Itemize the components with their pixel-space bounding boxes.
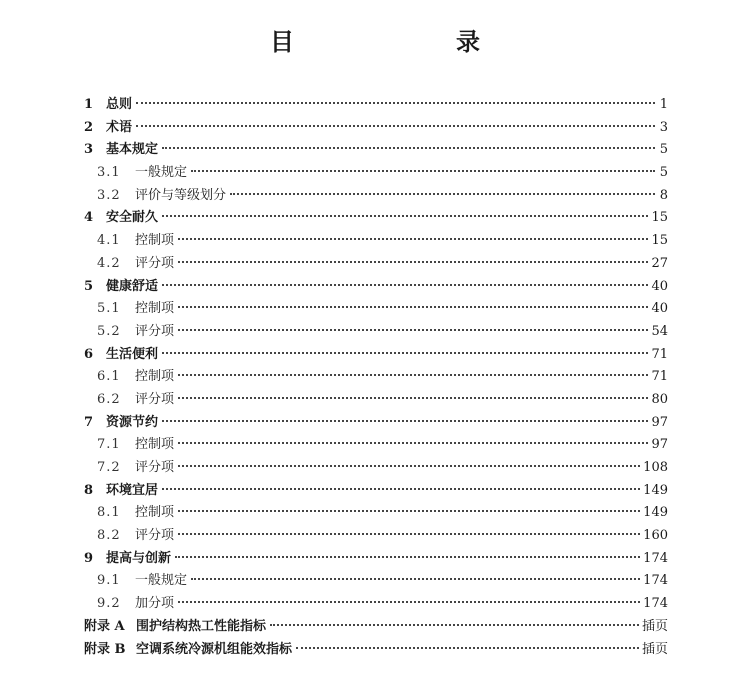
toc-entry-label: 控制项	[135, 369, 175, 385]
dot-leader	[178, 465, 640, 467]
dot-leader	[162, 420, 648, 422]
toc-entry-page: 174	[643, 550, 668, 566]
toc-entry-page: 108	[643, 460, 668, 475]
table-of-contents	[84, 94, 668, 661]
dot-leader	[175, 556, 640, 558]
dot-leader	[178, 374, 648, 376]
toc-entry-page: 15	[651, 233, 668, 249]
toc-entry-label: 加分项	[135, 596, 175, 612]
dot-leader	[162, 215, 648, 217]
toc-entry-label: 评分项	[135, 460, 175, 475]
dot-leader	[270, 624, 639, 626]
toc-entry-label: 总则	[106, 97, 133, 112]
dot-leader	[178, 533, 640, 535]
toc-entry-page: 97	[651, 437, 668, 453]
toc-entry-page: 40	[651, 301, 668, 317]
toc-entry-label: 评分项	[135, 528, 175, 544]
toc-entry-number: 4.2	[97, 255, 121, 271]
dot-leader	[191, 578, 640, 580]
toc-entry-page: 插页	[641, 641, 668, 657]
toc-entry[interactable]	[84, 162, 668, 185]
toc-entry-number: 7.1	[97, 437, 121, 453]
dot-leader	[178, 601, 640, 603]
toc-entry[interactable]	[84, 298, 668, 321]
toc-entry-number: 8.2	[97, 528, 121, 544]
dot-leader	[178, 261, 648, 263]
toc-entry-number: 7	[84, 414, 94, 430]
toc-entry-number: 3.1	[97, 165, 121, 181]
toc-entry-number: 6	[84, 346, 94, 362]
toc-entry-number: 1	[84, 97, 94, 112]
dot-leader	[136, 125, 655, 127]
toc-entry[interactable]	[84, 139, 668, 162]
toc-entry-number: 6.2	[97, 391, 121, 407]
toc-entry-number: 7.2	[97, 460, 121, 475]
dot-leader	[162, 147, 655, 149]
dot-leader	[191, 170, 655, 172]
toc-entry[interactable]	[84, 457, 668, 480]
toc-entry-page: 54	[651, 323, 668, 339]
toc-entry-label: 一般规定	[135, 165, 188, 181]
toc-entry-label: 健康舒适	[106, 278, 159, 294]
toc-entry-page: 27	[651, 255, 668, 271]
toc-entry-number: 附录 B	[84, 641, 126, 657]
toc-entry[interactable]	[84, 366, 668, 389]
toc-entry-number: 6.1	[97, 369, 121, 385]
toc-entry-label: 评分项	[135, 255, 175, 271]
toc-entry-number: 9.1	[97, 573, 121, 589]
toc-entry[interactable]	[84, 185, 668, 208]
toc-entry[interactable]	[84, 593, 668, 616]
dot-leader	[162, 284, 648, 286]
toc-entry-page: 97	[651, 414, 668, 430]
toc-entry[interactable]	[84, 480, 668, 503]
toc-entry[interactable]	[84, 412, 668, 435]
toc-entry[interactable]	[84, 639, 668, 662]
toc-entry-page: 8	[659, 187, 668, 203]
dot-leader	[230, 193, 655, 195]
toc-entry[interactable]	[84, 230, 668, 253]
dot-leader	[162, 488, 640, 490]
toc-entry[interactable]	[84, 276, 668, 299]
toc-entry-page: 160	[643, 528, 668, 544]
toc-entry-number: 5.1	[97, 301, 121, 317]
toc-entry[interactable]	[84, 344, 668, 367]
toc-entry-number: 4	[84, 210, 94, 226]
toc-entry-number: 2	[84, 119, 94, 135]
toc-entry-number: 3	[84, 142, 94, 158]
toc-entry[interactable]	[84, 525, 668, 548]
toc-entry-page: 71	[651, 346, 668, 362]
toc-entry-label: 安全耐久	[106, 210, 159, 226]
toc-entry-number: 8.1	[97, 505, 121, 521]
toc-entry-page: 174	[643, 573, 668, 589]
toc-entry-page: 5	[659, 142, 668, 158]
toc-entry[interactable]	[84, 207, 668, 230]
dot-leader	[178, 306, 648, 308]
toc-entry-label: 评价与等级划分	[135, 187, 227, 203]
dot-leader	[178, 510, 640, 512]
dot-leader	[178, 397, 648, 399]
toc-entry-page: 40	[651, 278, 668, 294]
toc-entry[interactable]	[84, 548, 668, 571]
toc-entry-page: 174	[643, 596, 668, 612]
toc-entry-label: 术语	[106, 119, 133, 135]
toc-entry-number: 附录 A	[84, 618, 125, 634]
toc-entry-label: 控制项	[135, 301, 175, 317]
toc-entry-label: 控制项	[135, 233, 175, 249]
toc-entry-page: 3	[659, 119, 668, 135]
dot-leader	[136, 102, 655, 104]
toc-entry-page: 80	[651, 391, 668, 407]
toc-entry-label: 控制项	[135, 505, 175, 521]
toc-entry[interactable]	[84, 321, 668, 344]
toc-entry-label: 空调系统冷源机组能效指标	[136, 641, 293, 657]
toc-entry-page: 149	[643, 505, 668, 521]
toc-entry-page: 15	[651, 210, 668, 226]
toc-entry-number: 4.1	[97, 233, 121, 249]
toc-entry-label: 资源节约	[106, 414, 159, 430]
toc-entry-label: 提高与创新	[106, 550, 172, 566]
page-title: 目 录	[270, 27, 518, 56]
dot-leader	[178, 442, 648, 444]
toc-entry-page: 149	[643, 482, 668, 498]
toc-entry[interactable]	[84, 616, 668, 639]
toc-entry-page: 1	[659, 97, 668, 112]
toc-entry-label: 生活便利	[106, 346, 159, 362]
toc-entry-label: 基本规定	[106, 142, 159, 158]
toc-entry-label: 环境宜居	[106, 482, 159, 498]
toc-entry-label: 评分项	[135, 323, 175, 339]
toc-entry-number: 9	[84, 550, 94, 566]
toc-entry-number: 5.2	[97, 323, 121, 339]
toc-entry-number: 5	[84, 278, 94, 294]
toc-entry[interactable]	[84, 570, 668, 593]
toc-entry-label: 围护结构热工性能指标	[136, 618, 267, 634]
toc-entry-number: 8	[84, 482, 94, 498]
toc-entry-page: 71	[651, 369, 668, 385]
toc-entry[interactable]	[84, 434, 668, 457]
dot-leader	[178, 329, 648, 331]
toc-entry-number: 9.2	[97, 596, 121, 612]
toc-entry-page: 5	[659, 165, 668, 181]
toc-entry[interactable]	[84, 389, 668, 412]
dot-leader	[296, 647, 639, 649]
toc-entry[interactable]	[84, 117, 668, 140]
toc-entry[interactable]	[84, 253, 668, 276]
toc-entry[interactable]	[84, 502, 668, 525]
toc-entry-number: 3.2	[97, 187, 121, 203]
toc-entry-label: 一般规定	[135, 573, 188, 589]
toc-entry-label: 评分项	[135, 391, 175, 407]
dot-leader	[178, 238, 648, 240]
toc-entry[interactable]	[84, 94, 668, 117]
dot-leader	[162, 352, 648, 354]
toc-entry-page: 插页	[641, 618, 668, 634]
toc-entry-label: 控制项	[135, 437, 175, 453]
